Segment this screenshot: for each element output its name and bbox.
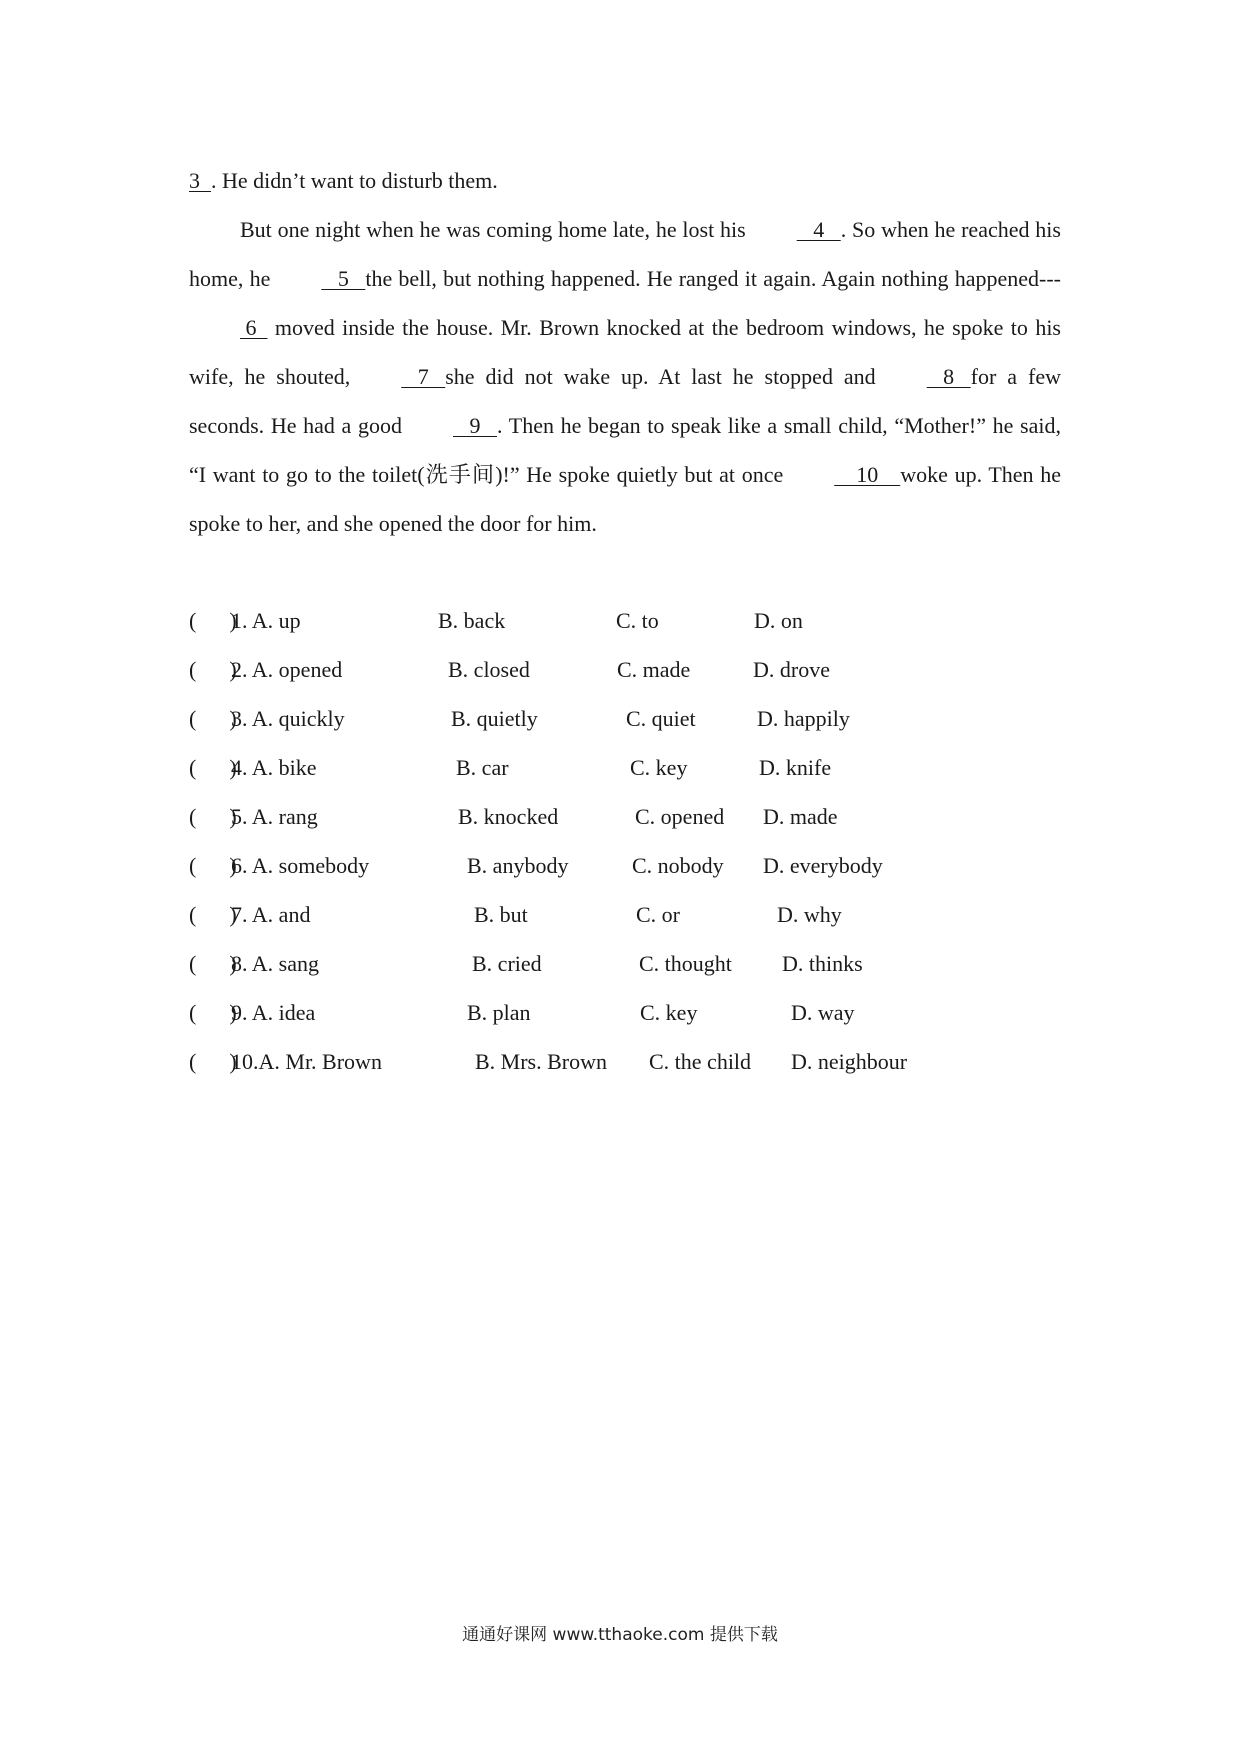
option-d: D. thinks	[782, 951, 863, 976]
option-a: 8. A. sang	[231, 951, 319, 976]
question-row-3	[189, 694, 1089, 743]
option-b: B. quietly	[451, 706, 538, 731]
passage-paragraph-1	[189, 156, 1061, 205]
blank-3: 3	[189, 168, 211, 193]
option-d: D. everybody	[763, 853, 883, 878]
option-b: B. but	[474, 902, 528, 927]
option-c: C. made	[617, 657, 691, 682]
question-row-10	[189, 1037, 1089, 1086]
option-c: C. key	[640, 1000, 698, 1025]
question-row-4	[189, 743, 1089, 792]
option-d: D. neighbour	[791, 1049, 908, 1074]
answer-bracket[interactable]: ( )	[189, 902, 237, 927]
option-b: B. knocked	[458, 804, 559, 829]
option-c: C. opened	[635, 804, 725, 829]
blank-7: 7	[401, 364, 446, 389]
blank-6: 6	[240, 315, 268, 340]
option-b: B. cried	[472, 951, 542, 976]
option-d: D. why	[777, 902, 842, 927]
option-b: B. plan	[467, 1000, 531, 1025]
option-d: D. on	[754, 608, 803, 633]
option-b: B. closed	[448, 657, 530, 682]
option-a: 2. A. opened	[231, 657, 343, 682]
question-row-1	[189, 596, 1089, 645]
option-c: C. thought	[639, 951, 732, 976]
answer-bracket[interactable]: ( )	[189, 951, 237, 976]
answer-bracket[interactable]: ( )	[189, 1049, 237, 1074]
question-row-2	[189, 645, 1089, 694]
passage-text: . Then he began to speak like a small child, “Mother!” he said, “I want to go to the toilet(洗手间)!” He spoke quietly but at once	[189, 413, 1061, 487]
option-a: 10.A. Mr. Brown	[231, 1049, 382, 1074]
question-row-6	[189, 841, 1089, 890]
footer-credit: 通通好课网 www.tthaoke.com 提供下载	[462, 1625, 778, 1645]
option-a: 4. A. bike	[231, 755, 317, 780]
question-row-7	[189, 890, 1089, 939]
passage-paragraph-2	[189, 205, 1061, 548]
passage-text: the bell, but nothing happened. He ranged it again. Again nothing happened---	[365, 266, 1061, 291]
passage-text: for a few seconds. He had a good	[189, 364, 1061, 438]
answer-bracket[interactable]: ( )	[189, 804, 237, 829]
question-row-8	[189, 939, 1089, 988]
passage-text: . He didn’t want to disturb them.	[211, 168, 498, 193]
option-a: 9. A. idea	[231, 1000, 316, 1025]
blank-9: 9	[453, 413, 497, 438]
option-b: B. car	[456, 755, 509, 780]
answer-bracket[interactable]: ( )	[189, 853, 237, 878]
answer-bracket[interactable]: ( )	[189, 657, 237, 682]
passage-text: But one night when he was coming home late, he lost his	[240, 217, 746, 242]
answer-bracket[interactable]: ( )	[189, 706, 237, 731]
answer-bracket[interactable]: ( )	[189, 608, 237, 633]
option-c: C. quiet	[626, 706, 696, 731]
option-c: C. key	[630, 755, 688, 780]
option-a: 5. A. rang	[231, 804, 318, 829]
option-d: D. way	[791, 1000, 855, 1025]
option-d: D. knife	[759, 755, 832, 780]
passage-text: moved inside the house. Mr. Brown knocked at the bedroom windows, he spoke to his wife, he shouted,	[189, 315, 1061, 389]
passage-text: . So when he reached his home, he	[189, 217, 1061, 291]
cloze-passage	[189, 156, 1061, 548]
option-c: C. nobody	[632, 853, 724, 878]
option-b: B. anybody	[467, 853, 569, 878]
option-a: 7. A. and	[231, 902, 311, 927]
answer-bracket[interactable]: ( )	[189, 755, 237, 780]
passage-text: woke up. Then he spoke to her, and she opened the door for him.	[189, 462, 1061, 536]
option-b: B. Mrs. Brown	[475, 1049, 608, 1074]
option-d: D. made	[763, 804, 838, 829]
option-c: C. to	[616, 608, 659, 633]
answer-bracket[interactable]: ( )	[189, 1000, 237, 1025]
option-d: D. happily	[757, 706, 850, 731]
question-row-9	[189, 988, 1089, 1037]
question-row-5	[189, 792, 1089, 841]
option-c: C. or	[636, 902, 680, 927]
answer-options	[189, 596, 1089, 1086]
option-a: 6. A. somebody	[231, 853, 370, 878]
passage-text: she did not wake up. At last he stopped and	[445, 364, 876, 389]
option-d: D. drove	[753, 657, 830, 682]
blank-10: 10	[834, 462, 901, 487]
blank-8: 8	[926, 364, 971, 389]
blank-4: 4	[796, 217, 841, 242]
option-b: B. back	[438, 608, 506, 633]
blank-5: 5	[321, 266, 366, 291]
option-c: C. the child	[649, 1049, 752, 1074]
option-a: 1. A. up	[231, 608, 301, 633]
option-a: 3. A. quickly	[231, 706, 345, 731]
